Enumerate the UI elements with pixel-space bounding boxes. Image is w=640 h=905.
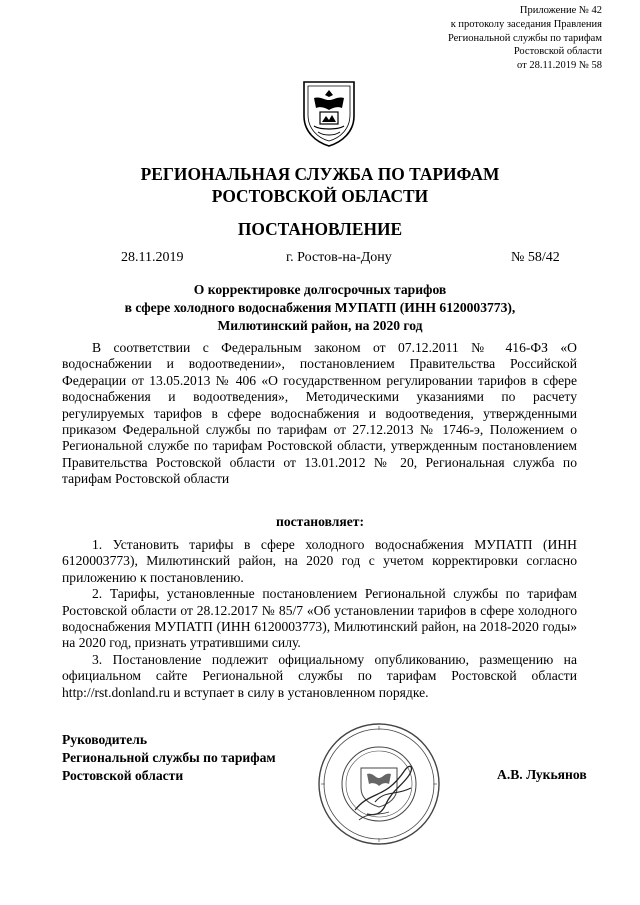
subject-line: в сфере холодного водоснабжения МУПАТП (ИНН 6120003773),	[124, 300, 516, 315]
appendix-line: Региональной службы по тарифам	[447, 32, 602, 44]
decree-word: постановляет:	[276, 514, 364, 529]
document-number: № 58/42	[511, 250, 560, 265]
appendix-note	[302, 4, 602, 73]
organization-name-line: РЕГИОНАЛЬНАЯ СЛУЖБА ПО ТАРИФАМ	[140, 164, 500, 184]
appendix-line: Приложение № 42	[519, 5, 602, 16]
signatory-title-line: Руководитель	[62, 732, 148, 747]
decree-item-1: 1. Установить тарифы в сфере холодного водоснабжения МУПАТП (ИНН 6120003773), Милютинский район, на 2020 год с учетом корректировки согласно приложению к постановлению.	[62, 537, 577, 585]
appendix-line: от 28.11.2019 № 58	[517, 60, 602, 72]
decree-item-2: 2. Тарифы, установленные постановлением Региональной службы по тарифам Ростовской области от 28.12.2017 № 85/7 «Об установлении тарифов в сфере холодного водоснабжения МУПАТП (ИНН 6120003773), Милютинский район, на 2018-2020 годы» на 2020 год, признать утратившими силу.	[62, 586, 577, 651]
preamble-paragraph: В соответствии с Федеральным законом от 07.12.2011 № 416-ФЗ «О водоснабжении и водоотведении», постановлением Правительства Российской Федерации от 13.05.2013 № 406 «О государственном регулировании тарифов в сфере водоснабжения и водоотведения», Методическими указаниями по расчету регулируемых тарифов в сфере водоснабжения и водоотведения, утвержденными приказом Федеральной службы по тарифам от 27.12.2013 № 1746-э, Положением о Региональной службе по тарифам Ростовской области, утвержденным постановлением Правительства Ростовской области от 13.01.2012 № 20, Региональная служба по тарифам Ростовской области	[62, 340, 577, 487]
organization-name-line: РОСТОВСКОЙ ОБЛАСТИ	[211, 186, 429, 206]
coat-of-arms-icon	[300, 78, 358, 148]
appendix-line: Ростовской области	[513, 46, 602, 58]
appendix-line: к протоколу заседания Правления	[450, 18, 602, 30]
organization-name	[0, 163, 640, 207]
document-place: г. Ростов-на-Дону	[286, 250, 392, 265]
preamble	[62, 340, 577, 488]
signatory-title-line: Ростовской области	[62, 768, 184, 783]
decree-items	[62, 537, 577, 701]
signatory-title-line: Региональной службы по тарифам	[62, 750, 276, 765]
document-date: 28.11.2019	[121, 250, 184, 265]
signer-name: А.В. Лукьянов	[497, 767, 587, 782]
document-type: ПОСТАНОВЛЕНИЕ	[237, 219, 403, 239]
document-subject	[0, 281, 640, 335]
subject-line: Милютинский район, на 2020 год	[217, 318, 423, 333]
subject-line: О корректировке долгосрочных тарифов	[193, 282, 447, 297]
decree-item-3: 3. Постановление подлежит официальному опубликованию, размещению на официальном сайте Региональной службы по тарифам Ростовской области http://rst.donland.ru и вступает в силу в установленном порядке.	[62, 651, 577, 700]
signatory-title	[62, 731, 276, 785]
official-seal-icon	[315, 720, 443, 848]
